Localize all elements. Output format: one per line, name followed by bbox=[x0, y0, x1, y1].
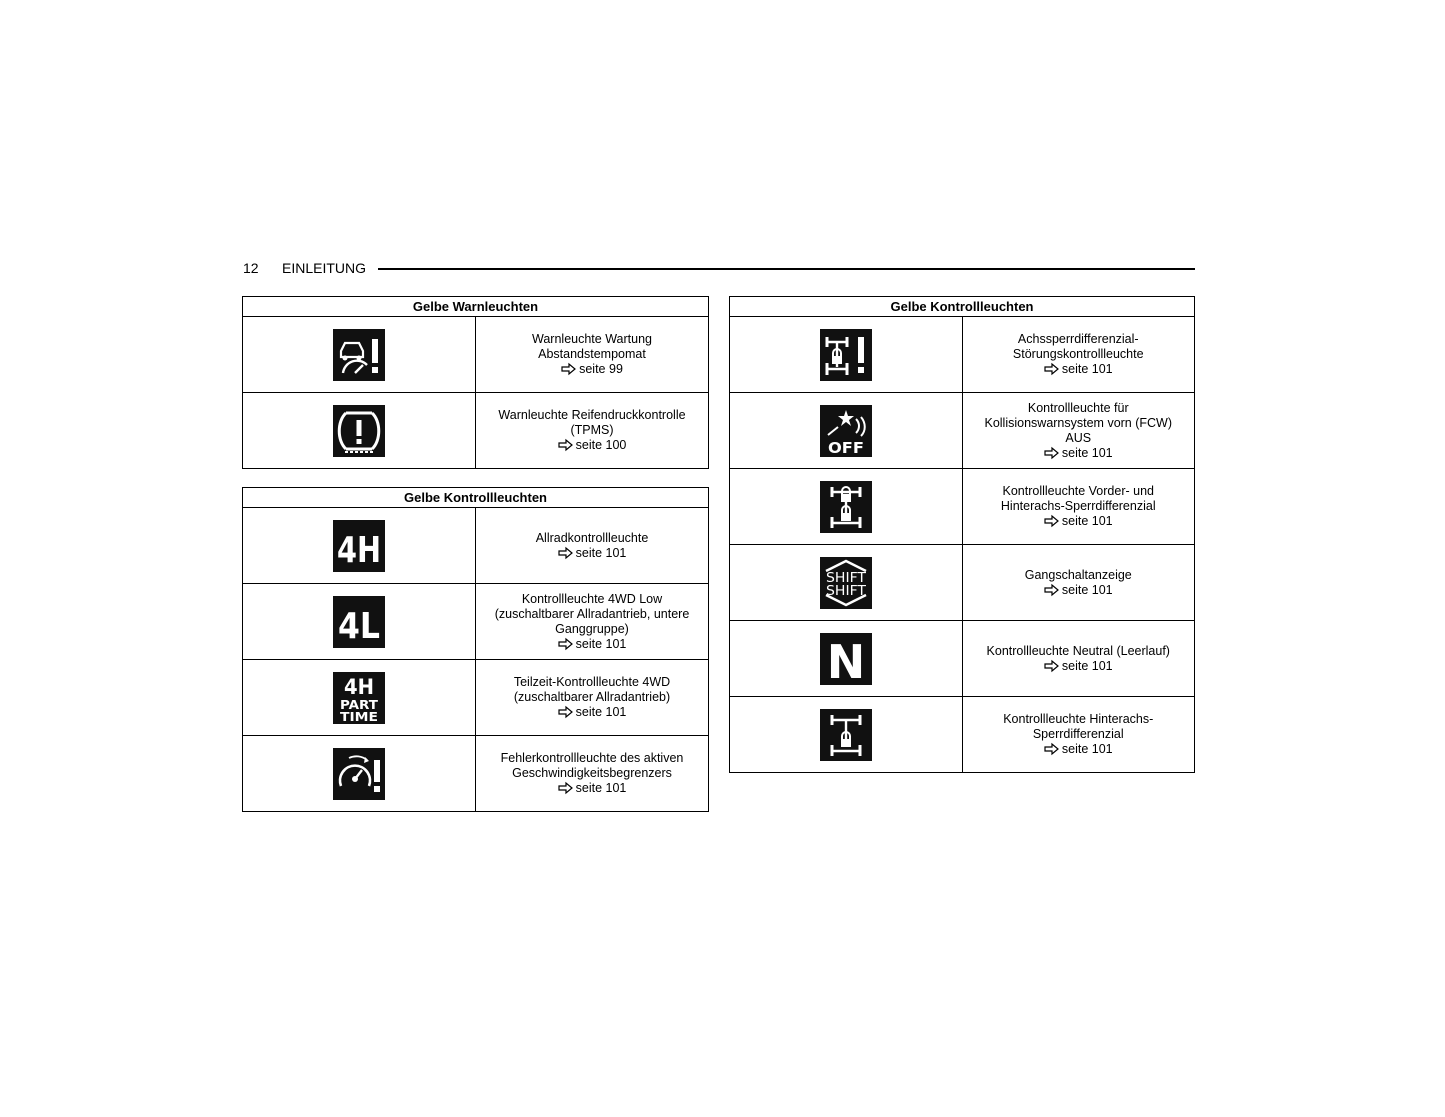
table-row bbox=[730, 621, 1195, 697]
4h-part-time-icon bbox=[333, 672, 385, 724]
svg-text:SHIFT: SHIFT bbox=[825, 570, 866, 586]
row-label: Warnleuchte Reifendruckkontrolle (TPMS) bbox=[498, 408, 686, 437]
shift-indicator-icon bbox=[820, 557, 872, 609]
table-row bbox=[243, 584, 709, 660]
indicator-lights-table-left bbox=[242, 487, 709, 812]
svg-text:PART: PART bbox=[340, 697, 379, 712]
section-title: EINLEITUNG bbox=[282, 260, 367, 276]
page-reference[interactable]: seite 101 bbox=[977, 514, 1181, 529]
table-title: Gelbe Kontrollleuchten bbox=[243, 488, 709, 508]
row-label: Fehlerkontrollleuchte des aktiven Geschwindigkeitsbegrenzers bbox=[500, 751, 684, 780]
rear-locker-icon bbox=[820, 709, 872, 761]
page-header bbox=[243, 258, 1195, 280]
page-number: 12 bbox=[243, 260, 259, 276]
front-rear-locker-icon bbox=[820, 481, 872, 533]
table-row bbox=[730, 545, 1195, 621]
warning-lights-table bbox=[242, 296, 709, 469]
svg-text:4L: 4L bbox=[338, 605, 380, 647]
page-reference[interactable]: seite 101 bbox=[977, 583, 1181, 598]
axle-locker-fault-icon bbox=[820, 329, 872, 381]
table-row bbox=[730, 697, 1195, 773]
row-label: Teilzeit-Kontrollleuchte 4WD (zuschaltbarer Allradantrieb) bbox=[513, 675, 671, 704]
svg-text:N: N bbox=[826, 634, 865, 689]
svg-text:OFF: OFF bbox=[827, 438, 864, 457]
table-row bbox=[243, 508, 709, 584]
svg-text:4H: 4H bbox=[337, 529, 381, 571]
page-reference[interactable]: seite 101 bbox=[490, 781, 694, 796]
table-row bbox=[243, 736, 709, 812]
svg-text:4H: 4H bbox=[344, 674, 374, 699]
table-row bbox=[243, 660, 709, 736]
page-reference[interactable]: seite 101 bbox=[977, 446, 1181, 461]
svg-text:TIME: TIME bbox=[340, 709, 378, 724]
row-label: Allradkontrollleuchte bbox=[535, 530, 649, 545]
svg-text:SHIFT: SHIFT bbox=[825, 583, 866, 599]
table-row bbox=[243, 317, 709, 393]
page-reference[interactable]: seite 101 bbox=[490, 546, 694, 561]
table-row bbox=[243, 393, 709, 469]
page-reference[interactable]: seite 101 bbox=[977, 659, 1181, 674]
row-label: Gangschaltanzeige bbox=[1024, 567, 1132, 582]
table-title: Gelbe Warnleuchten bbox=[243, 297, 709, 317]
page-reference[interactable]: seite 101 bbox=[490, 637, 694, 652]
row-label: Kontrollleuchte für Kollisionswarnsystem vorn (FCW) AUS bbox=[984, 400, 1173, 445]
table-title: Gelbe Kontrollleuchten bbox=[730, 297, 1195, 317]
page-reference[interactable]: seite 99 bbox=[490, 362, 694, 377]
4l-icon bbox=[333, 596, 385, 648]
indicator-lights-table-right bbox=[729, 296, 1195, 773]
page-reference[interactable]: seite 101 bbox=[490, 705, 694, 720]
row-label: Warnleuchte Wartung Abstandstempomat bbox=[532, 332, 652, 361]
4h-icon bbox=[333, 520, 385, 572]
page-reference[interactable]: seite 100 bbox=[490, 438, 694, 453]
speed-limiter-fault-icon bbox=[333, 748, 385, 800]
table-row bbox=[730, 317, 1195, 393]
header-rule bbox=[378, 268, 1195, 270]
row-label: Achssperrdifferenzial-Störungskontrollleuchte bbox=[1012, 332, 1144, 361]
row-label: Kontrollleuchte Neutral (Leerlauf) bbox=[986, 643, 1170, 658]
fcw-off-icon bbox=[820, 405, 872, 457]
table-row bbox=[730, 469, 1195, 545]
row-label: Kontrollleuchte Hinterachs-Sperrdifferenzial bbox=[1003, 712, 1154, 741]
acc-service-warning-icon bbox=[333, 329, 385, 381]
row-label: Kontrollleuchte Vorder- und Hinterachs-Sperrdifferenzial bbox=[1000, 484, 1156, 513]
neutral-icon bbox=[820, 633, 872, 689]
tpms-warning-icon bbox=[333, 405, 385, 457]
page-reference[interactable]: seite 101 bbox=[977, 742, 1181, 757]
table-row bbox=[730, 393, 1195, 469]
page-reference[interactable]: seite 101 bbox=[977, 362, 1181, 377]
row-label: Kontrollleuchte 4WD Low (zuschaltbarer Allradantrieb, untere Ganggruppe) bbox=[494, 591, 690, 636]
